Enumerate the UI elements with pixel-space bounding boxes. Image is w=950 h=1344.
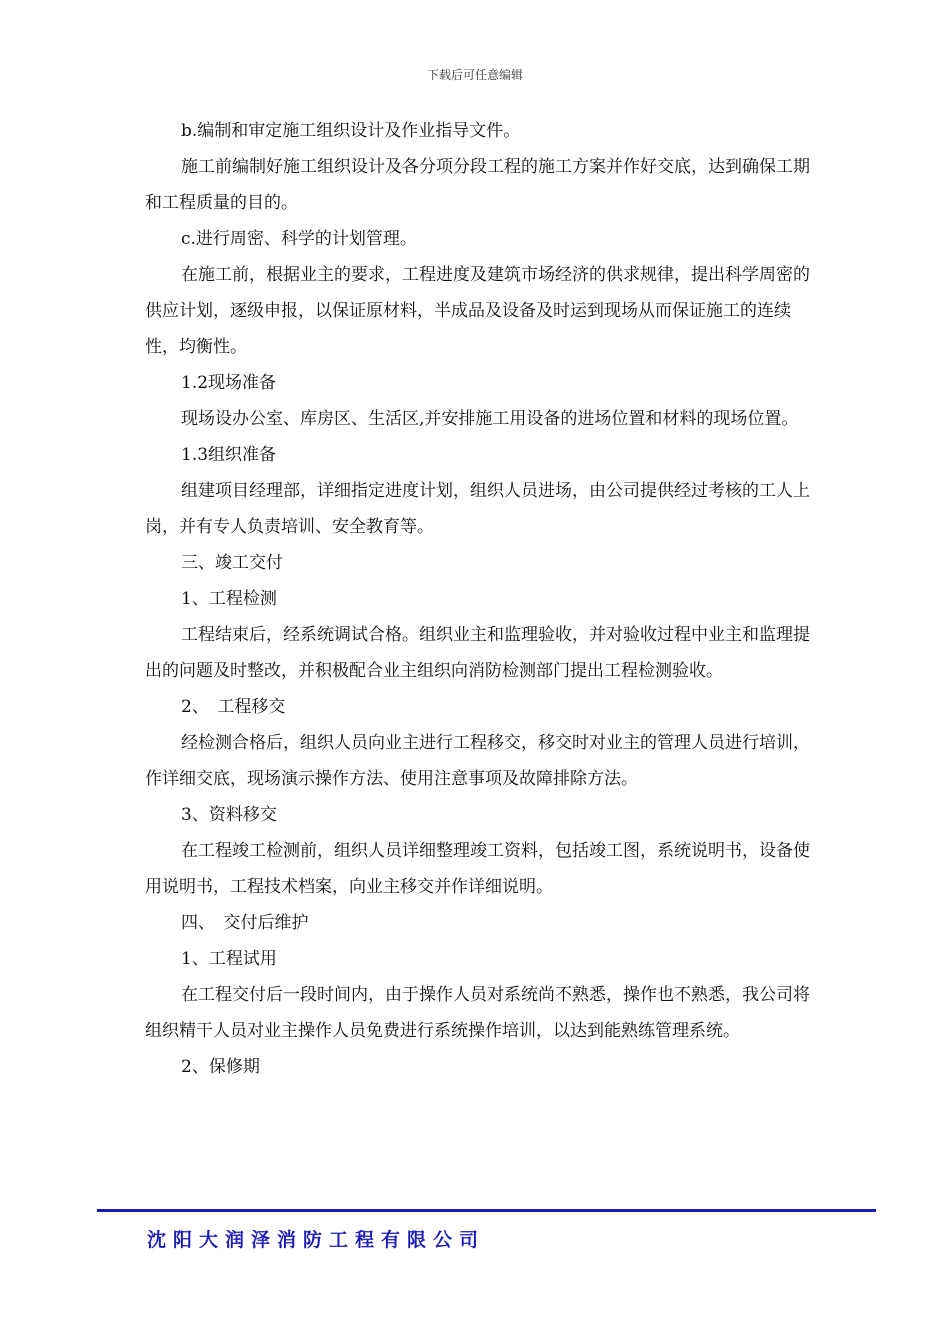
paragraph: 在工程竣工检测前，组织人员详细整理竣工资料，包括竣工图，系统说明书，设备使用说明书，工程技术档案，向业主移交并作详细说明。 — [145, 841, 810, 897]
section-heading: 3、资料移交 — [181, 805, 277, 825]
section-heading: 1、工程试用 — [181, 949, 277, 969]
paragraph: 施工前编制好施工组织设计及各分项分段工程的施工方案并作好交底，达到确保工期和工程质量的目的。 — [145, 157, 810, 213]
section-heading: 1.3组织准备 — [181, 445, 277, 465]
section-heading: 2、 工程移交 — [181, 697, 286, 717]
paragraph: 组建项目经理部，详细指定进度计划，组织人员进场，由公司提供经过考核的工人上岗，并有专人负责培训、安全教育等。 — [145, 481, 810, 537]
section-heading: 2、保修期 — [181, 1057, 260, 1077]
paragraph: 现场设办公室、库房区、生活区,并安排施工用设备的进场位置和材料的现场位置。 — [181, 409, 799, 429]
footer-company-name: 沈阳大润泽消防工程有限公司 — [147, 1229, 486, 1251]
paragraph: c.进行周密、科学的计划管理。 — [181, 229, 417, 249]
paragraph: 在工程交付后一段时间内，由于操作人员对系统尚不熟悉，操作也不熟悉，我公司将组织精干人员对业主操作人员免费进行系统操作培训，以达到能熟练管理系统。 — [145, 985, 810, 1041]
section-heading: 四、 交付后维护 — [181, 913, 309, 933]
document-body — [145, 113, 810, 1085]
paragraph: 工程结束后，经系统调试合格。组织业主和监理验收，并对验收过程中业主和监理提出的问题及时整改，并积极配合业主组织向消防检测部门提出工程检测验收。 — [145, 625, 810, 681]
footer-divider — [97, 1209, 876, 1212]
paragraph: b.编制和审定施工组织设计及作业指导文件。 — [181, 121, 521, 141]
paragraph: 在施工前，根据业主的要求，工程进度及建筑市场经济的供求规律，提出科学周密的供应计划，逐级申报，以保证原材料，半成品及设备及时运到现场从而保证施工的连续性，均衡性。 — [145, 265, 810, 357]
paragraph: 经检测合格后，组织人员向业主进行工程移交，移交时对业主的管理人员进行培训，作详细交底，现场演示操作方法、使用注意事项及故障排除方法。 — [145, 733, 810, 789]
section-heading: 1.2现场准备 — [181, 373, 277, 393]
section-heading: 1、工程检测 — [181, 589, 277, 609]
page-header-note: 下载后可任意编辑 — [426, 68, 523, 82]
section-heading: 三、竣工交付 — [181, 553, 283, 573]
